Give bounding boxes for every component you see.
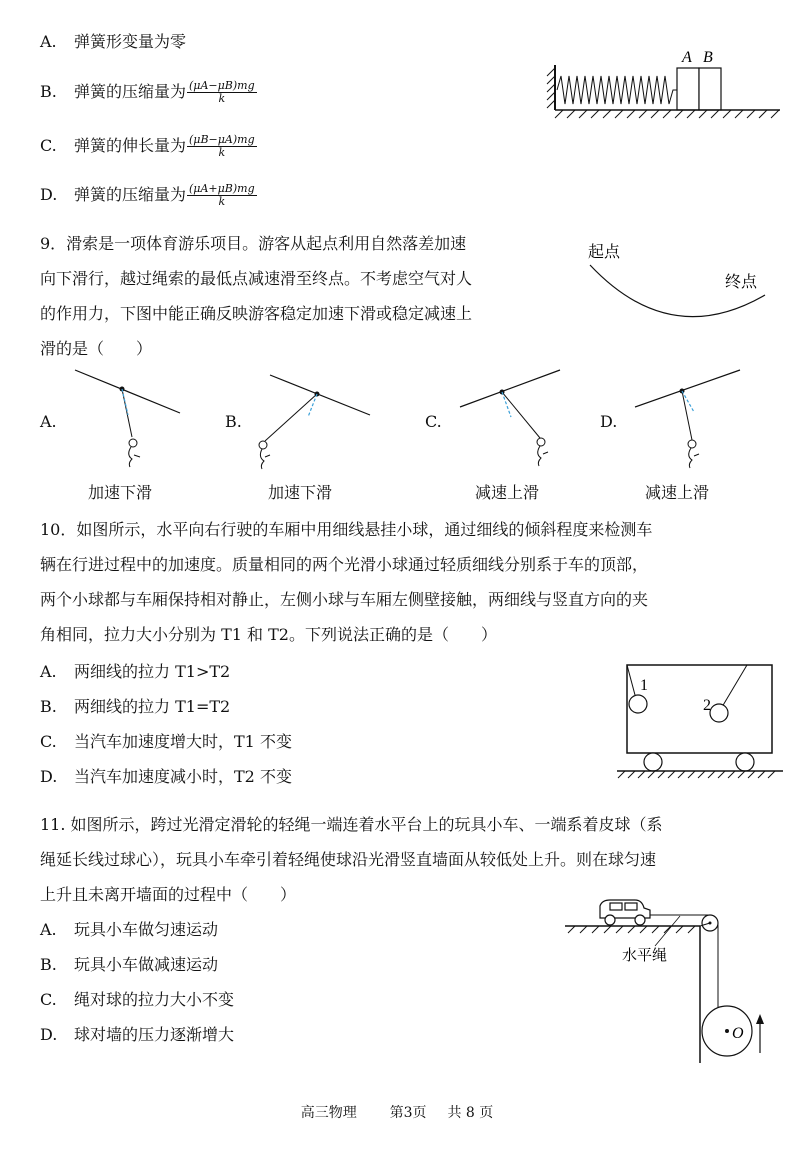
fraction: $\frac{(\mu B-\mu A)mg}{k}$ xyxy=(189,133,255,159)
zipline-figure xyxy=(570,235,770,325)
block-a-label: A xyxy=(682,49,692,66)
rope-label: 水平绳 xyxy=(622,946,668,964)
toy-car-icon xyxy=(600,900,650,925)
q8-option-b: B. 弹簧的压缩量为 $\frac{(\mu A-\mu B)mg}{k}$ xyxy=(40,79,255,105)
q9-stem: 9．滑索是一项体育游乐项目。游客从起点利用自然落差加速 向下滑行，越过绳索的最低点减速滑至终点。不考虑空气对人 的作用力，下图中能正确反映游客稳定加速下滑或稳定减速上 滑的是（ ） xyxy=(40,234,473,358)
spring-blocks-figure xyxy=(545,40,785,130)
q9-choice-b-caption: 加速下滑 xyxy=(268,483,333,502)
q9-choice-c-diagram xyxy=(455,362,585,472)
q9-choice-d-diagram xyxy=(630,362,760,472)
q9-choice-a-diagram xyxy=(70,365,190,475)
q8-option-a: A. 弹簧形变量为零 xyxy=(40,32,187,51)
q11-option-b: B. 玩具小车做减速运动 xyxy=(40,955,219,974)
block-b-label: B xyxy=(703,49,713,66)
q10-option-a: A. 两细线的拉力 T1>T2 xyxy=(40,662,231,681)
q9-choice-a-label: A. xyxy=(40,412,57,431)
person-icon xyxy=(129,439,140,467)
q9-choice-b-diagram xyxy=(250,365,380,475)
start-label: 起点 xyxy=(588,242,621,261)
up-arrow-icon xyxy=(756,1014,764,1024)
q11-stem: 11. 如图所示，跨过光滑定滑轮的轻绳一端连着水平台上的玩具小车、一端系着皮球（系 绳延长线过球心），玩具小车牵引着轻绳使球沿光滑竖直墙面从较低处上升。则在球匀速 上升且未离开墙面的过程中（ ） xyxy=(40,815,663,904)
fraction: $\frac{(\mu A-\mu B)mg}{k}$ xyxy=(189,79,255,105)
person-icon xyxy=(537,438,548,466)
q8-option-c: C. 弹簧的伸长量为 $\frac{(\mu B-\mu A)mg}{k}$ xyxy=(40,133,255,159)
ball-2-label: 2 xyxy=(703,697,711,714)
q9-choice-a-caption: 加速下滑 xyxy=(88,483,153,502)
q11-option-a: A. 玩具小车做匀速运动 xyxy=(40,920,219,939)
center-o-label: O xyxy=(732,1025,744,1042)
fraction: $\frac{(\mu A+\mu B)mg}{k}$ xyxy=(189,182,255,208)
q9-choice-d-caption: 减速上滑 xyxy=(645,483,710,502)
q11-option-c: C. 绳对球的拉力大小不变 xyxy=(40,990,235,1009)
q10-option-b: B. 两细线的拉力 T1=T2 xyxy=(40,697,231,716)
end-label: 终点 xyxy=(725,272,758,291)
q10-option-d: D. 当汽车加速度减小时，T2 不变 xyxy=(40,767,292,786)
q9-choice-c-caption: 减速上滑 xyxy=(475,483,540,502)
car-compartment-figure xyxy=(615,660,785,785)
q9-choice-b-label: B. xyxy=(225,412,242,431)
q8-option-d: D. 弹簧的压缩量为 $\frac{(\mu A+\mu B)mg}{k}$ xyxy=(40,182,255,208)
pulley-car-figure xyxy=(560,888,780,1068)
q9-choice-c-label: C. xyxy=(425,412,442,431)
page-footer: 高三物理 第3页 共 8 页 xyxy=(300,1105,494,1121)
q11-option-d: D. 球对墙的压力逐渐增大 xyxy=(40,1025,235,1044)
person-icon xyxy=(688,440,699,468)
q10-stem: 10．如图所示，水平向右行驶的车厢中用细线悬挂小球，通过细线的倾斜程度来检测车 辆在行进过程中的加速度。质量相同的两个光滑小球通过轻质细线分别系于车的顶部， 两个小球都与车厢保持相对静止，左侧小球与车厢左侧壁接触，两细线与竖直方向的夹 角相同，拉力大小分别为 T1 和 T2。下列说法正确的是（ ） xyxy=(40,520,653,644)
q9-choice-d-label: D. xyxy=(600,412,618,431)
q10-option-c: C. 当汽车加速度增大时，T1 不变 xyxy=(40,732,292,751)
ball-1-label: 1 xyxy=(640,677,648,694)
person-icon xyxy=(259,441,270,469)
